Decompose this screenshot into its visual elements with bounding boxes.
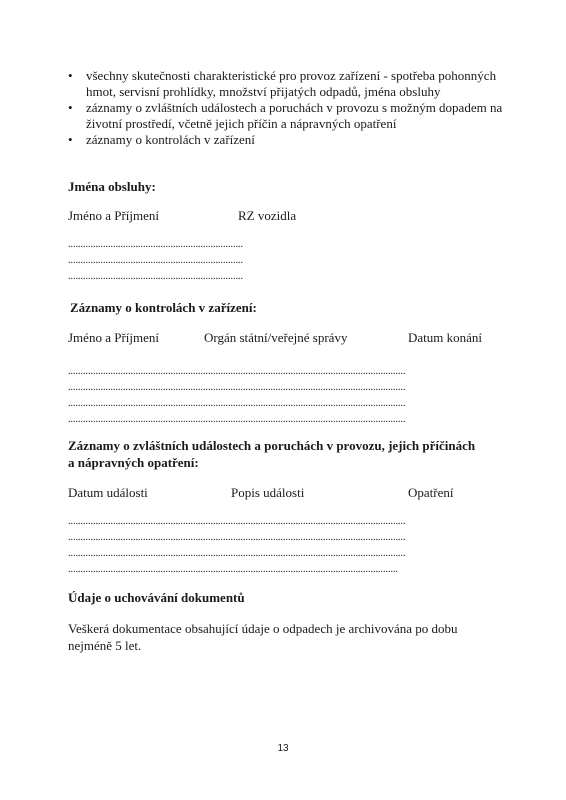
fill-line: .......................................................................................................................................: [68, 414, 406, 425]
fill-line: .......................................................................................................................................: [68, 548, 406, 559]
inspections-heading: Záznamy o kontrolách v zařízení:: [70, 300, 257, 315]
inspections-columns: [68, 330, 508, 346]
operators-columns: [68, 208, 508, 224]
page-number: 13: [277, 743, 289, 754]
incidents-columns: [68, 485, 508, 501]
fill-line: .......................................................................................................................................: [68, 516, 406, 527]
fill-line: .......................................................................................................................................: [68, 366, 406, 377]
col-description: Popis události: [231, 485, 305, 500]
list-item: • všechny skutečnosti charakteristické pro provoz zařízení - spotřeba pohonných hmot, servisní prohlídky, množství přijatých odpadů, jména obsluhy: [68, 68, 508, 100]
storage-text: Veškerá dokumentace obsahující údaje o odpadech je archivována po dobu nejméně 5 let.: [68, 621, 458, 653]
fill-line: ......................................................................: [68, 239, 243, 250]
col-plate: RZ vozidla: [238, 208, 297, 223]
fill-line: .......................................................................................................................................: [68, 532, 406, 543]
col-date: Datum konání: [408, 330, 483, 345]
col-authority: Orgán státní/veřejné správy: [204, 330, 348, 345]
col-name: Jméno a Příjmení: [68, 330, 159, 345]
col-name: Jméno a Příjmení: [68, 208, 159, 223]
record-contents-list: [68, 68, 508, 148]
list-item: • záznamy o kontrolách v zařízení: [68, 132, 508, 148]
col-date: Datum události: [68, 485, 148, 500]
incidents-heading-line1: Záznamy o zvláštních událostech a poruchách v provozu, jejich příčinách: [68, 438, 476, 453]
list-item: • záznamy o zvláštních událostech a poruchách v provozu s možným dopadem na životní prostředí, včetně jejich příčin a nápravných opatření: [68, 100, 508, 132]
fill-line: ....................................................................................................................................: [68, 564, 398, 575]
fill-line: .......................................................................................................................................: [68, 382, 406, 393]
fill-line: ......................................................................: [68, 255, 243, 266]
fill-line: ......................................................................: [68, 271, 243, 282]
operators-heading: Jména obsluhy:: [68, 179, 156, 194]
fill-line: .......................................................................................................................................: [68, 398, 406, 409]
col-measure: Opatření: [408, 485, 454, 500]
storage-heading: Údaje o uchovávání dokumentů: [68, 590, 245, 605]
incidents-heading-line2: a nápravných opatření:: [68, 455, 199, 470]
